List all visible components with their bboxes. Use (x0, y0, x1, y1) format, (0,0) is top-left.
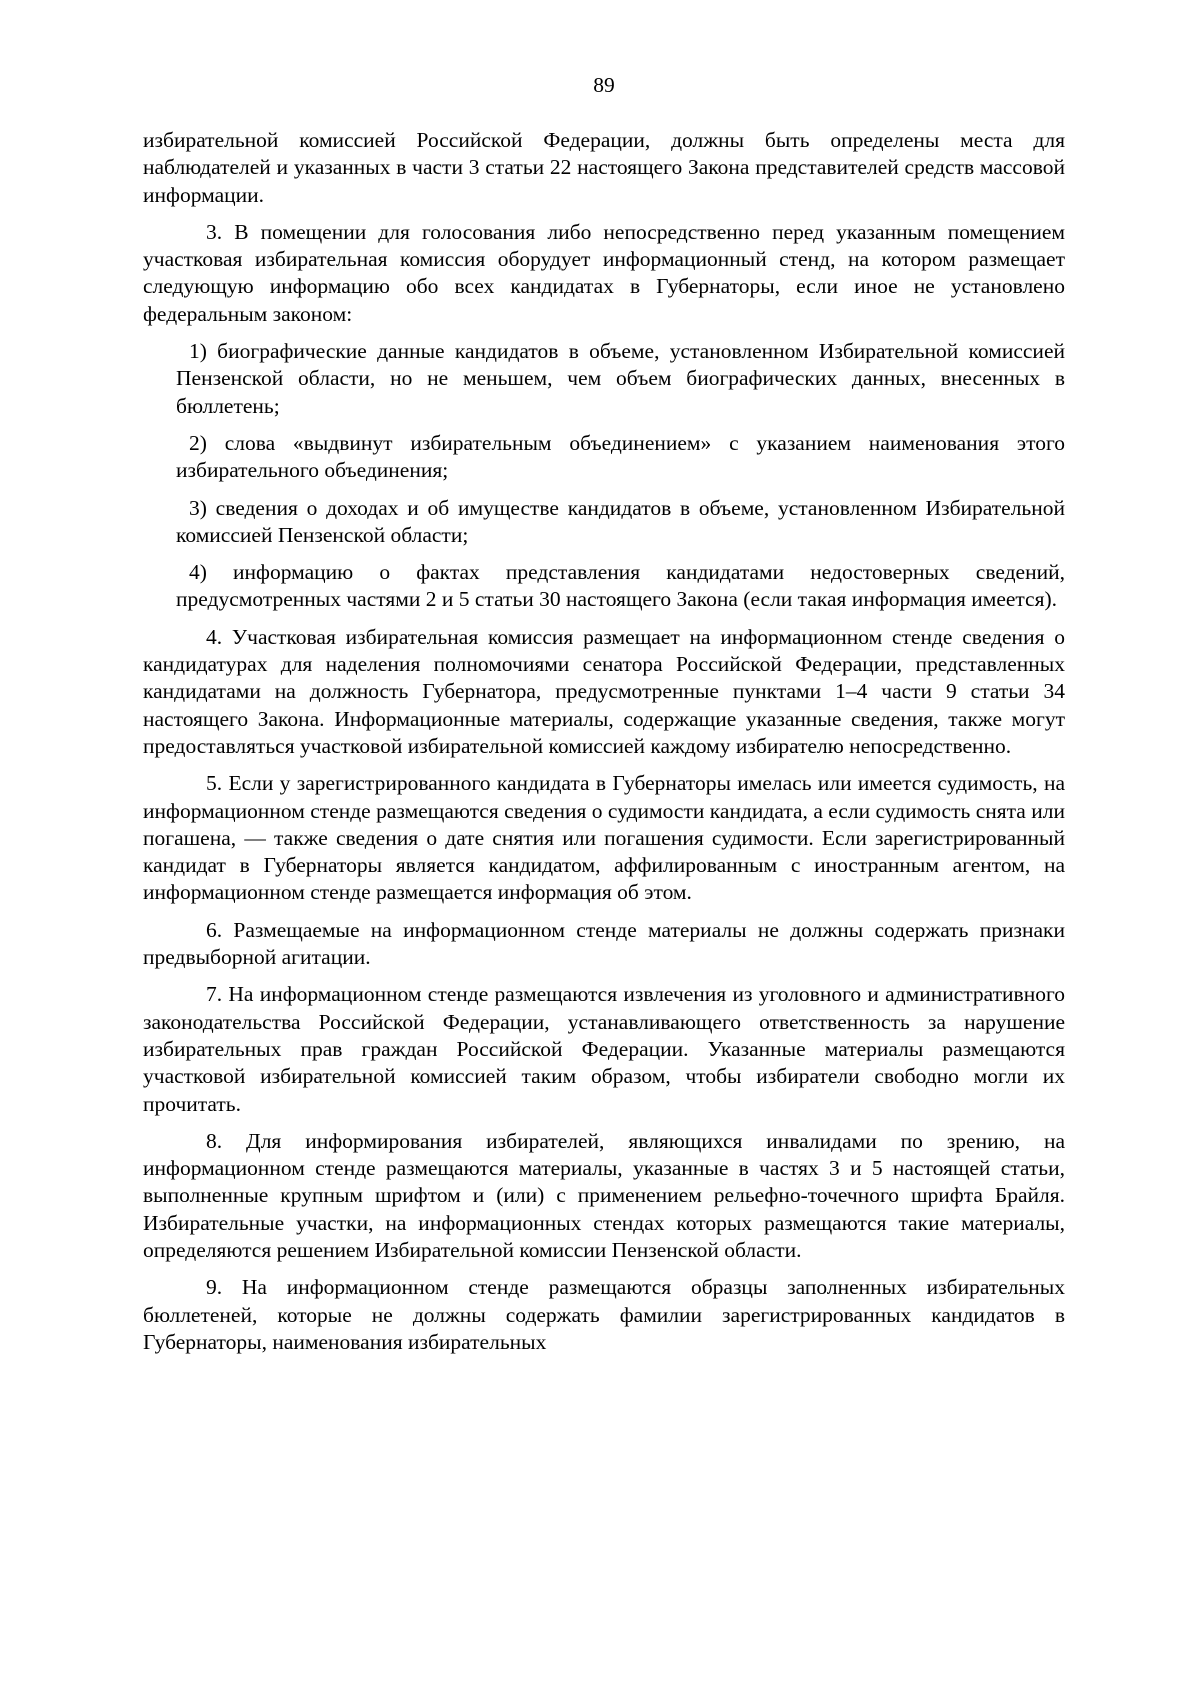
list-item-4: 4) информацию о фактах представления кандидатами недостоверных сведений, предусмотренных частями 2 и 5 статьи 30 настоящего Закона (если такая информация имеется). (176, 560, 1065, 612)
paragraph-6: 6. Размещаемые на информационном стенде материалы не должны содержать признаки предвыборной агитации. (143, 917, 1065, 970)
page-number: 89 (593, 73, 615, 97)
paragraph-9: 9. На информационном стенде размещаются образцы заполненных избирательных бюллетеней, которые не должны содержать фамилии зарегистрированных кандидатов в Губернаторы, наименования избирательных (143, 1275, 1065, 1354)
list-item-1: 1) биографические данные кандидатов в объеме, установленном Избирательной комиссией Пензенской области, но не меньшем, чем объем биографических данных, внесенных в бюллетень; (176, 339, 1065, 418)
paragraph-4: 4. Участковая избирательная комиссия размещает на информационном стенде сведения о кандидатурах для наделения полномочиями сенатора Российской Федерации, представленных кандидатами на должность Губернатора, предусмотренные пунктами 1–4 части 9 статьи 34 настоящего Закона. Информационные материалы, содержащие указанные сведения, также могут предоставляться участковой избирательной комиссией каждому избирателю непосредственно. (143, 624, 1065, 758)
paragraph-3: 3. В помещении для голосования либо непосредственно перед указанным помещением участковая избирательная комиссия оборудует информационный стенд, на котором размещает следующую информацию обо всех кандидатах в Губернаторы, если иное не установлено федеральным законом: (143, 219, 1065, 326)
document-page (143, 72, 1065, 1356)
list-item-3: 3) сведения о доходах и об имуществе кандидатов в объеме, установленном Избирательной комиссией Пензенской области; (176, 495, 1065, 547)
list-item-2: 2) слова «выдвинут избирательным объединением» с указанием наименования этого избирательного объединения; (176, 430, 1065, 483)
paragraph-8: 8. Для информирования избирателей, являющихся инвалидами по зрению, на информационном стенде размещаются материалы, указанные в частях 3 и 5 настоящей статьи, выполненные крупным шрифтом и (или) с применением рельефно-точечного шрифта Брайля. Избирательные участки, на информационных стендах которых размещаются такие материалы, определяются решением Избирательной комиссии Пензенской области. (143, 1128, 1065, 1262)
paragraph-5: 5. Если у зарегистрированного кандидата в Губернаторы имелась или имеется судимость, на информационном стенде размещаются сведения о судимости кандидата, а если судимость снята или погашена, — также сведения о дате снятия или погашения судимости. Если зарегистрированный кандидат в Губернаторы является кандидатом, аффилированным с иностранным агентом, на информационном стенде размещается информация об этом. (143, 771, 1065, 905)
paragraph-7: 7. На информационном стенде размещаются извлечения из уголовного и административного законодательства Российской Федерации, устанавливающего ответственность за нарушение избирательных прав граждан Российской Федерации. Указанные материалы размещаются участковой избирательной комиссией таким образом, чтобы избиратели свободно могли их прочитать. (143, 982, 1065, 1116)
paragraph-continuation: избирательной комиссией Российской Федерации, должны быть определены места для наблюдателей и указанных в части 3 статьи 22 настоящего Закона представителей средств массовой информации. (143, 128, 1065, 207)
